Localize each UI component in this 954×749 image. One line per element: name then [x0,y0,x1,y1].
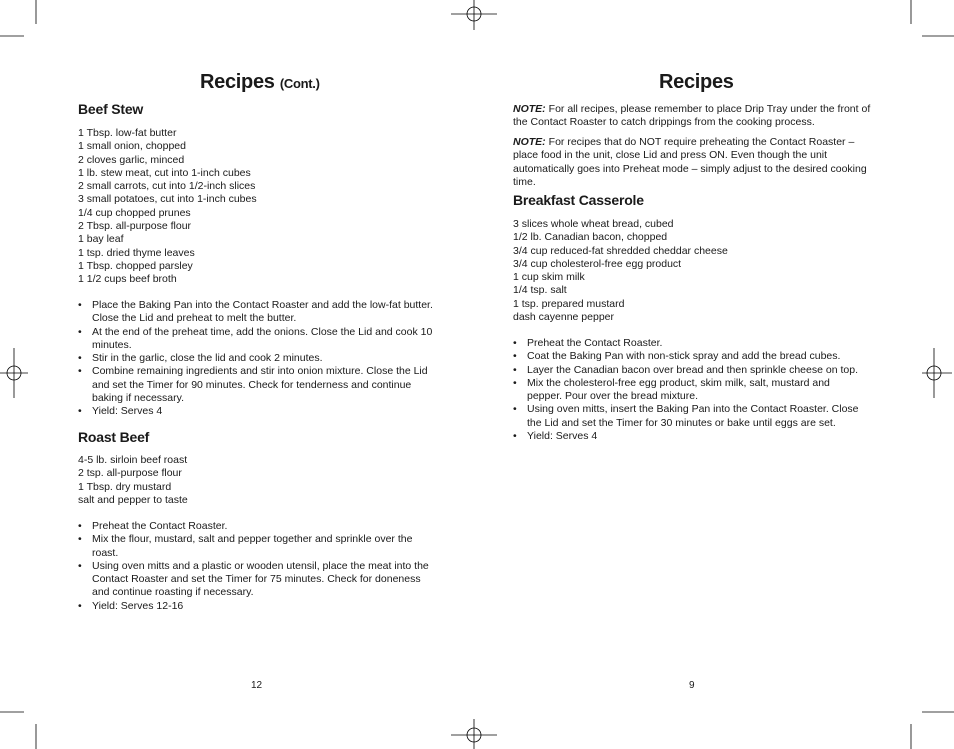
step: • Place the Baking Pan into the Contact Roaster and add the low-fat butter. Close the Lid and preheat to melt the butter. [78,299,434,326]
ingredient: 1 bay leaf [78,233,124,246]
ingredient: 4-5 lb. sirloin beef roast [78,454,188,466]
ingredient: 2 tsp. all-purpose flour [78,467,182,480]
step: • Using oven mitts, insert the Baking Pan into the Contact Roaster. Close the Lid and set the Timer for 30 minutes or bake until eggs are set. [513,403,863,430]
ingredient: 1/2 lb. Canadian bacon, chopped [513,231,668,244]
step: • Yield: Serves 12-16 [78,600,434,613]
step: • Mix the flour, mustard, salt and pepper together and sprinkle over the roast. [78,533,434,560]
beef-stew-heading: Beef Stew [78,101,144,117]
ingredient: 3 small potatoes, cut into 1-inch cubes [78,193,257,206]
step: • Mix the cholesterol-free egg product, skim milk, salt, mustard and pepper. Pour over the bread mixture. [513,377,863,404]
ingredient: 1/4 cup chopped prunes [78,206,191,219]
breakfast-casserole-heading: Breakfast Casserole [513,192,644,208]
note-label: NOTE: [513,136,546,148]
ingredient: 1 tsp. prepared mustard [513,297,625,310]
ingredient: 1 tsp. dried thyme leaves [78,246,195,259]
ingredient: 3/4 cup reduced-fat shredded cheddar cheese [513,244,728,257]
ingredient: 2 cloves garlic, minced [78,153,185,166]
registration-mark-bottom [451,717,497,749]
registration-mark-right [922,348,954,398]
registration-mark-left [0,348,30,398]
ingredient: 1 lb. stew meat, cut into 1-inch cubes [78,166,251,179]
ingredient: 1 cup skim milk [513,271,585,284]
step: • Stir in the garlic, close the lid and cook 2 minutes. [78,352,434,365]
ingredient: 2 small carrots, cut into 1/2-inch slices [78,180,256,193]
step: • Yield: Serves 4 [513,430,863,443]
ingredient: 1 1/2 cups beef broth [78,273,177,286]
step: • Yield: Serves 4 [78,405,434,418]
note-label: NOTE: [513,103,546,115]
step: • At the end of the preheat time, add the onions. Close the Lid and cook 10 minutes. [78,326,434,353]
step: • Using oven mitts and a plastic or wooden utensil, place the meat into the Contact Roaster and set the Timer for 75 minutes. Check for doneness and continue roasting if necessary. [78,560,434,600]
note-text: For recipes that do NOT require preheating the Contact Roaster – place food in the unit, close Lid and press ON. Even though the unit automatically goes into Preheat mode – simply adjust to the desired cooking time. [513,136,867,188]
ingredient: 1 Tbsp. chopped parsley [78,259,193,272]
page-number: 12 [251,680,263,691]
ingredient: 1/4 tsp. salt [513,284,567,297]
page-title: Recipes [659,71,734,93]
note-text: For all recipes, please remember to place Drip Tray under the front of the Contact Roaster to catch drippings from the cooking process. [513,103,871,129]
ingredient: 1 small onion, chopped [78,140,186,153]
ingredient: dash cayenne pepper [513,311,614,324]
step: • Combine remaining ingredients and stir into onion mixture. Close the Lid and set the Timer for 90 minutes. Check for tenderness and continue baking if necessary. [78,365,434,405]
registration-mark-top [451,0,497,32]
ingredient: 2 Tbsp. all-purpose flour [78,220,192,233]
page-number: 9 [689,680,695,691]
ingredient: 1 Tbsp. low-fat butter [78,127,177,139]
ingredient: 3 slices whole wheat bread, cubed [513,218,674,230]
ingredient: salt and pepper to taste [78,493,188,506]
step: • Layer the Canadian bacon over bread and then sprinkle cheese on top. [513,364,863,377]
ingredient: 3/4 cup cholesterol-free egg product [513,257,682,270]
step: • Preheat the Contact Roaster. [513,337,863,350]
step: • Coat the Baking Pan with non-stick spray and add the bread cubes. [513,350,863,363]
step: • Preheat the Contact Roaster. [78,520,434,533]
roast-beef-heading: Roast Beef [78,429,150,445]
title-text: Recipes [200,71,275,93]
title-suffix: (Cont.) [279,76,320,91]
ingredient: 1 Tbsp. dry mustard [78,480,172,493]
